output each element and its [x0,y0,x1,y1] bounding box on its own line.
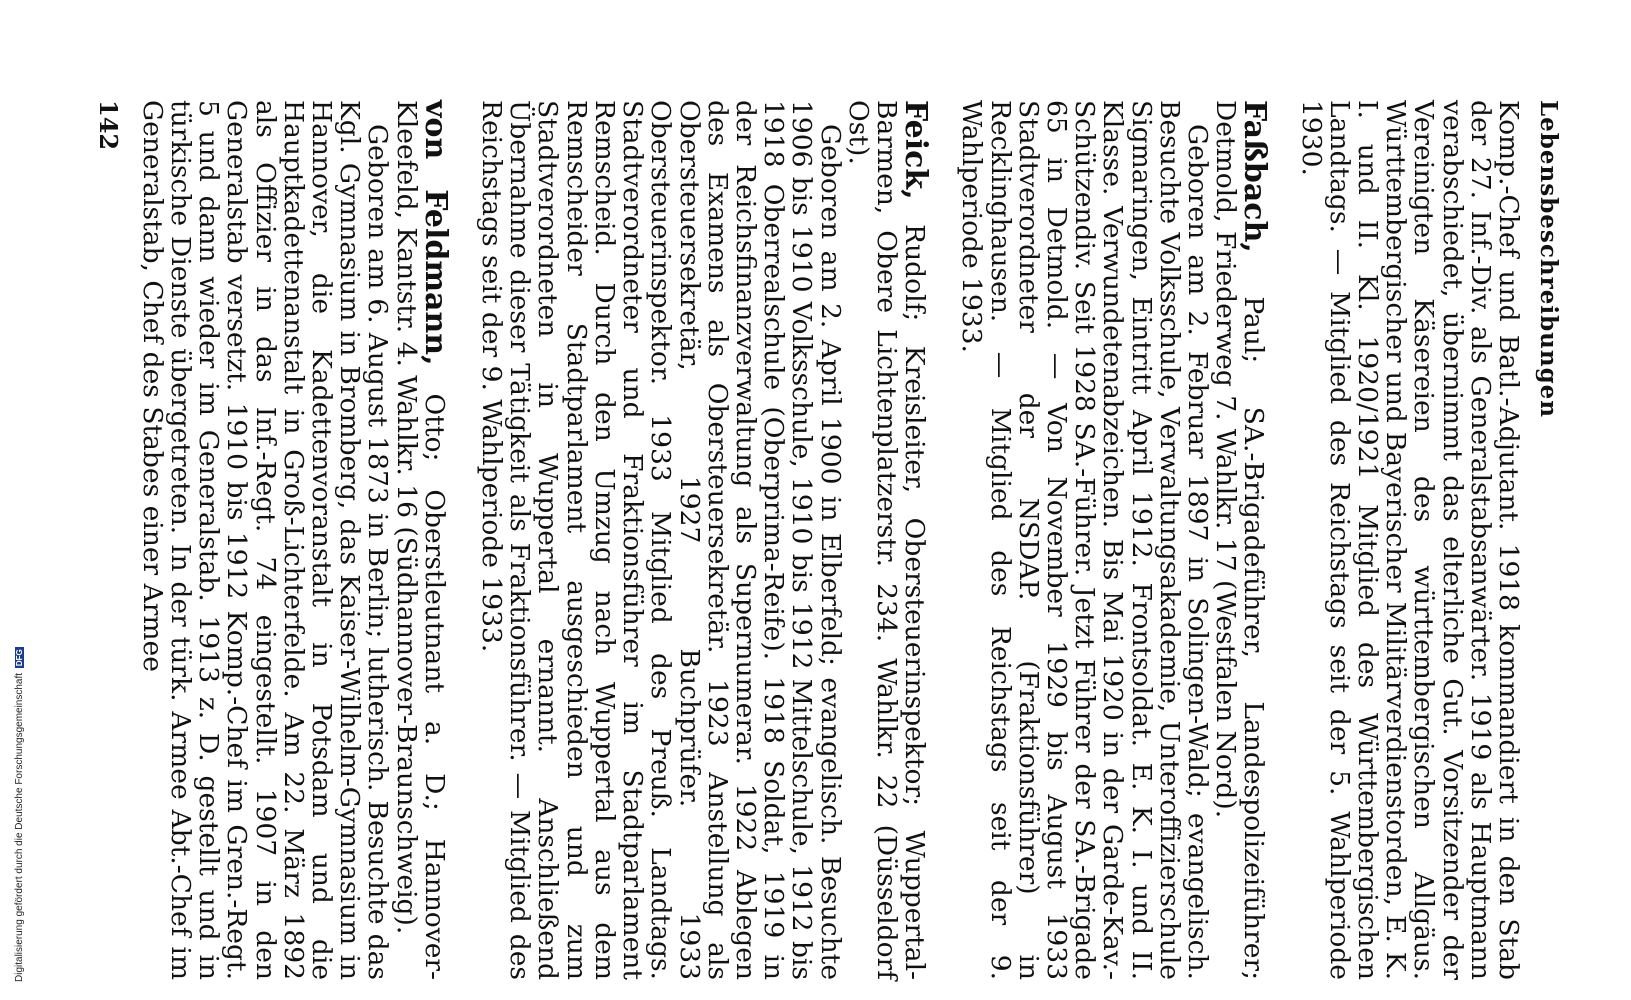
entry-heading [1210,100,1273,980]
biography-entry-fassbach [956,100,1273,980]
biography-entry-feick [476,100,934,980]
entry-intro: Otto; Oberstleutnant a. D.; Hannover-Kleefeld, Kantstr. 4. Wahlkr. 16 (Südhannover-Braunschweig). [390,100,450,980]
page-header: Lebensbeschreibungen [1535,100,1562,419]
entry-heading [390,100,453,980]
page-number: 142 [94,100,123,151]
entry-intro: Rudolf; Kreisleiter, Obersteuerinspektor; Wuppertal-Barmen, Obere Lichtenplatzerstr. 234. Wahlkr. 22 (Düsseldorf Ost). [842,100,931,980]
digitization-credit [14,0,32,982]
entry-name: Faßbach, [1237,100,1273,253]
entry-text: Geboren am 2. April 1900 in Elberfeld; evangelisch. Besuchte 1906 bis 1910 Volksschule, 1910 bis 1912 Mittelschule, 1912 bis 1918 Oberrealschule (Oberprima-Reife). 1918 Soldat, 1919 in der Reichsfinanzverwaltung als Supernumerar. 1922 Ablegen des Examens als Obersteuersekretär. 1923 Anstellung als Obersteuersekretär, 1927 Buchprüfer. 1933 Obersteuerinspektor. 1933 Mitglied des Preuß. Landtags. Stadtverordneter und Fraktionsführer im Stadtparlament Remscheid. Durch den Umzug nach Wuppertal aus dem Remscheider Stadtparlament ausgeschieden und zum Stadtverordneten in Wuppertal ernannt. Anschließend Übernahme dieser Tätigkeit als Fraktionsführer. — Mitglied des Reichstags seit der 9. Wahlperiode 1933. [476,100,846,980]
entry-text: Geboren am 6. August 1873 in Berlin; lutherisch. Besuchte das Kgl. Gymnasium in Bromberg, das Kaiser-Wilhelm-Gymnasium in Hannover, die Kadettenvoranstalt in Potsdam und die Hauptkadettenanstalt in Groß-Lichterfelde. Am 22. März 1892 als Offizier in das Inf.-Regt. 74 eingestellt. 1907 in den Generalstab versetzt. 1910 bis 1912 Komp.-Chef im Gren.-Regt. 5 und dann wieder im Generalstab. 1913 z. D. gestellt und in türkische Dienste übergetreten. In der türk. Armee Abt.-Chef im Generalstab, Chef des Stabes einer Armee [136,100,394,980]
biography-entry-von-feldmann [136,100,453,980]
entry-text: Komp.-Chef und Batl.-Adjutant. 1918 kommandiert in den Stab der 27. Inf.-Div. als Generalstabsanwärter. 1919 als Hauptmann verabschiedet, übernimmt das elterliche Gut. Vorsitzender der Vereinigten Käsereien des württembergischen Allgäus. Württembergischer und Bayerischer Militärverdienstorden, E. K. I. und II. Kl. 1920/1921 Mitglied des Württembergischen Landtags. — Mitglied des Reichstags seit der 5. Wahlperiode 1930. [1295,100,1524,980]
dfg-logo-icon: DFG [15,649,24,667]
entry-intro: Paul; SA.-Brigadeführer, Landespolizeiführer; Detmold, Friederweg 7. Wahlkr. 17 (Westfalen Nord). [1210,100,1270,980]
biography-entry-continuation [1296,100,1522,980]
document-page [88,100,1568,980]
entry-name: Feick, [898,100,934,200]
credit-text: Digitalisierung gefördert durch die Deutsche Forschungsgemeinschaft [14,672,25,982]
entry-text: Geboren am 2. Februar 1897 in Solingen-Wald; evangelisch. Besuchte Volksschule, Verwaltungsakademie, Unteroffizierschule Sigmaringen, Eintritt April 1912. Frontsoldat. E. K. I. und II. Klasse. Verwundetenabzeichen. Bis Mai 1920 in der Garde-Kav.-Schützendiv. Seit 1928 SA.-Führer. Jetzt Führer der SA.-Brigade 65 in Detmold. — Von November 1929 bis August 1933 Stadtverordneter der NSDAP. (Fraktionsführer) in Recklinghausen. — Mitglied des Reichstags seit der 9. Wahlperiode 1933. [956,100,1213,980]
entry-heading [842,100,934,980]
entry-name: von Feldmann, [417,100,453,366]
